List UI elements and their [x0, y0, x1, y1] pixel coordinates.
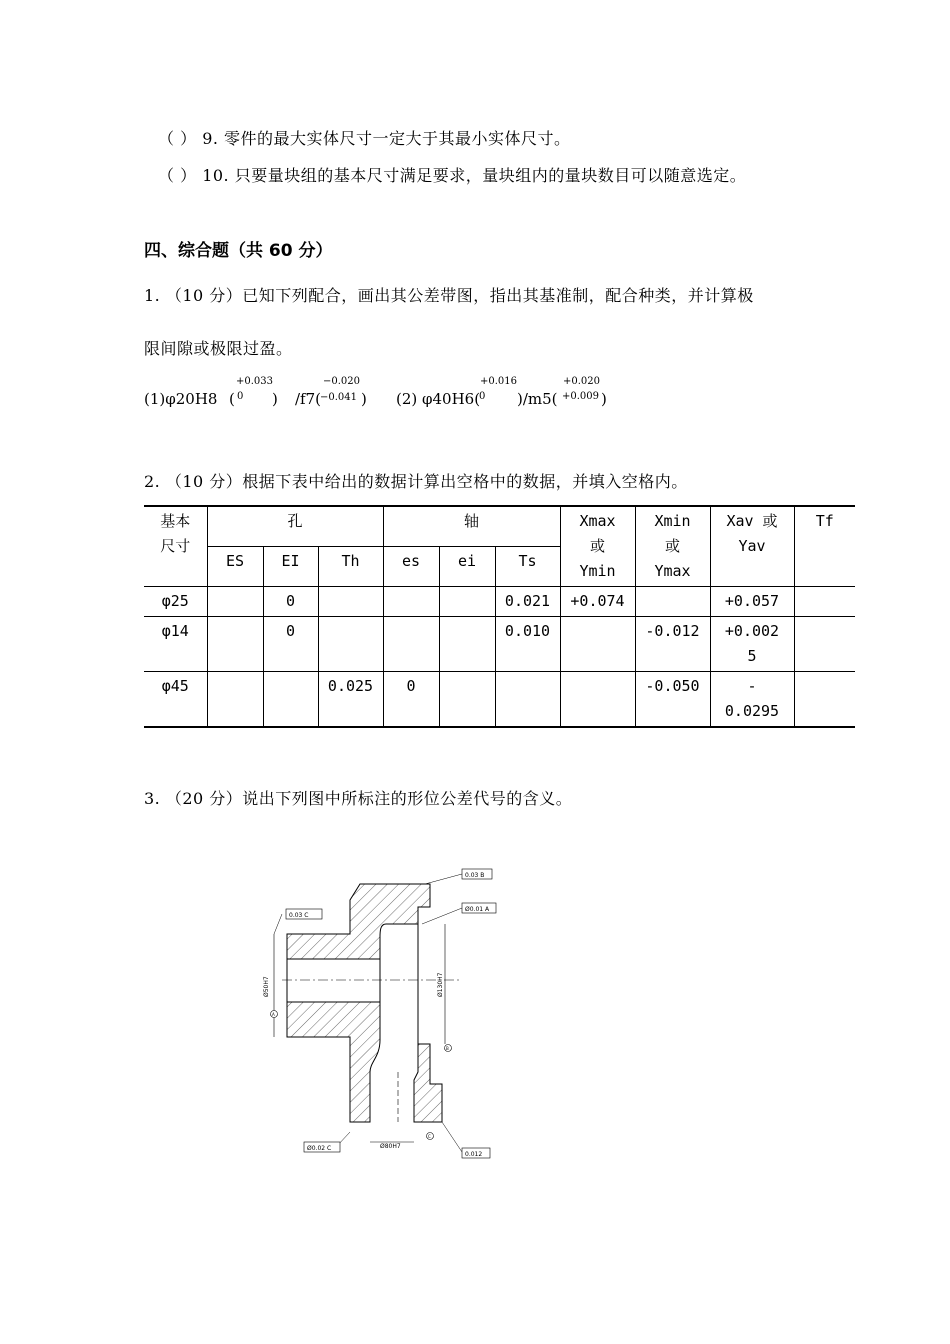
- judge-q10: [158, 163, 746, 186]
- cell-xav: +0.057: [710, 587, 794, 617]
- datum-a-label: A: [272, 1012, 275, 1017]
- subheader-es-shaft: es: [383, 547, 439, 587]
- cell-xmax: +0.074: [560, 587, 635, 617]
- concentric-value: Ø0.01 A: [465, 906, 490, 913]
- fit1-label: (1)φ20H8: [144, 390, 218, 408]
- cell-ei-shaft: [439, 617, 495, 672]
- cell-basic: φ45: [144, 672, 207, 728]
- cell-es-shaft: [383, 587, 439, 617]
- q2-text: 2. （10 分）根据下表中给出的数据计算出空格中的数据，并填入空格内。: [144, 472, 688, 491]
- q1-line2: 限间隙或极限过盈。: [144, 339, 293, 358]
- cell-basic: φ14: [144, 617, 207, 672]
- runout-value: 0.03 B: [465, 872, 485, 879]
- datum-b-label: B: [446, 1046, 449, 1051]
- section-lower-left: [287, 1002, 380, 1122]
- cell-tf: [794, 587, 855, 617]
- cell-xmin: -0.012: [635, 617, 710, 672]
- section-upper: [287, 884, 430, 959]
- cell-th: [318, 617, 383, 672]
- cell-xmin: -0.050: [635, 672, 710, 728]
- part-drawing-svg: [262, 862, 502, 1162]
- question-text: 10. 只要量块组的基本尺寸满足要求，量块组内的量块数目可以随意选定。: [202, 166, 747, 185]
- q1-line1: 1. （10 分）已知下列配合，画出其公差带图，指出其基准制，配合种类，并计算极: [144, 286, 754, 305]
- fit2-label: (2) φ40H6(: [396, 390, 481, 408]
- cell-ts: [495, 672, 560, 728]
- header-shaft: 轴: [383, 506, 560, 547]
- table-row: [144, 617, 855, 672]
- cell-ei-shaft: [439, 672, 495, 728]
- fit2-shaft-close: ): [601, 390, 607, 408]
- cell-xmax: [560, 672, 635, 728]
- cell-xav: +0.002 5: [710, 617, 794, 672]
- fit2-close-sep: )/m5(: [517, 390, 558, 408]
- fit1-shaft-close: ): [361, 390, 367, 408]
- answer-paren: （ ）: [158, 129, 197, 148]
- q3-text: 3. （20 分）说出下列图中所标注的形位公差代号的含义。: [144, 789, 573, 808]
- subheader-th: Th: [318, 547, 383, 587]
- cell-xmax: [560, 617, 635, 672]
- dim-left-text: Ø50H7: [263, 976, 270, 997]
- question-text: 9. 零件的最大实体尺寸一定大于其最小实体尺寸。: [202, 129, 571, 148]
- subheader-es: ES: [207, 547, 263, 587]
- header-tf: Tf: [794, 506, 855, 587]
- cell-ei: 0: [263, 617, 318, 672]
- cell-ei: [263, 672, 318, 728]
- cell-es-shaft: 0: [383, 672, 439, 728]
- fit1-open-paren: (: [229, 390, 235, 408]
- fit1-hole-upper: +0.033: [236, 376, 274, 387]
- cell-xmin: [635, 587, 710, 617]
- fit2-shaft-lower: +0.009: [562, 391, 600, 402]
- cell-ei: 0: [263, 587, 318, 617]
- section-lower-right: [414, 1044, 442, 1122]
- judge-q9: [158, 126, 571, 149]
- parallel-value: 0.03 C: [289, 912, 309, 919]
- datum-c-label: C: [428, 1134, 431, 1139]
- fit2-shaft-upper: +0.020: [563, 376, 601, 387]
- technical-drawing: [262, 862, 502, 1166]
- fit1-shaft-label: /f7(: [295, 390, 322, 408]
- cell-th: [318, 587, 383, 617]
- cell-es: [207, 617, 263, 672]
- dim-bottom-text: Ø80H7: [380, 1143, 401, 1150]
- fit2-hole-upper: +0.016: [480, 376, 518, 387]
- table-row: [144, 672, 855, 728]
- fit1-hole-lower: 0: [237, 391, 244, 402]
- perp-value: Ø0.02 C: [307, 1145, 332, 1152]
- header-xav: Xav 或 Yav: [710, 506, 794, 587]
- cell-xav: - 0.0295: [710, 672, 794, 728]
- cell-ts: 0.010: [495, 617, 560, 672]
- cell-basic: φ25: [144, 587, 207, 617]
- header-xmax: Xmax 或 Ymin: [560, 506, 635, 587]
- cell-es-shaft: [383, 617, 439, 672]
- header-xmin: Xmin 或 Ymax: [635, 506, 710, 587]
- cell-tf: [794, 617, 855, 672]
- table-row: [144, 587, 855, 617]
- fit1-shaft-upper: −0.020: [323, 376, 361, 387]
- cell-tf: [794, 672, 855, 728]
- header-basic-size: 基本 尺寸: [144, 506, 207, 587]
- tolerance-table: [144, 505, 855, 728]
- fit2-hole-lower: 0: [479, 391, 486, 402]
- cell-th: 0.025: [318, 672, 383, 728]
- header-hole: 孔: [207, 506, 383, 547]
- cell-es: [207, 587, 263, 617]
- cell-ei-shaft: [439, 587, 495, 617]
- fit1-close-sep: ): [272, 390, 278, 408]
- cell-es: [207, 672, 263, 728]
- answer-paren: （ ）: [158, 166, 197, 185]
- subheader-ei-hole: EI: [263, 547, 318, 587]
- dim-right-text: Ø130H7: [437, 972, 444, 997]
- fit1-shaft-lower: −0.041: [320, 392, 358, 403]
- subheader-ts: Ts: [495, 547, 560, 587]
- section-title: 四、综合题（共 60 分）: [144, 241, 333, 261]
- flat-value: 0.012: [465, 1151, 483, 1158]
- subheader-ei-shaft: ei: [439, 547, 495, 587]
- cell-ts: 0.021: [495, 587, 560, 617]
